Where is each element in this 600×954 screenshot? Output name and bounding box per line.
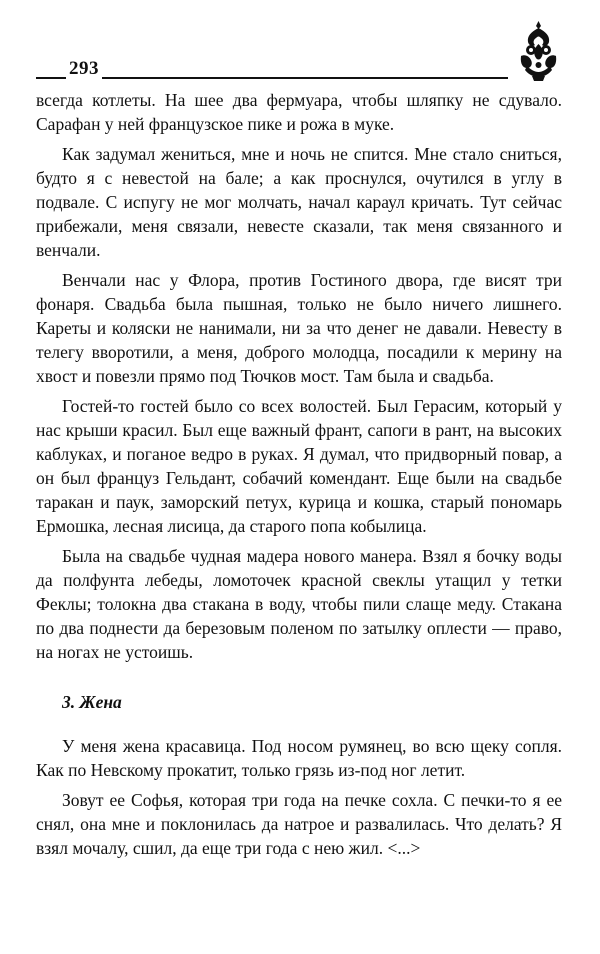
ornamental-emblem-icon [511, 20, 566, 82]
page-number: 293 [69, 58, 99, 79]
header-rule [102, 77, 508, 79]
paragraph-1: всегда котлеты. На шее два фермуара, чтобы шляпку не сдувало. Сарафан у ней французское пике и рожа в муке. [36, 90, 562, 134]
paragraph-7: Зовут ее Софья, которая три года на печке сохла. С печки-то я ее снял, она мне и поклонилась да натрое и развалилась. Что делать? Я взял мочалу, сшил, да еще три года с нею жил. <...> [36, 790, 562, 858]
paragraph-5: Была на свадьбе чудная мадера нового манера. Взял я бочку воды да полфунта лебеды, ломоточек красной свеклы утащил у тетки Феклы; толокна два стакана в воду, чтобы пили слаще меду. Стакана по два поднести да березовым поленом по затылку оплести — право, на ногах не устоишь. [36, 546, 562, 662]
paragraph-3: Венчали нас у Флора, против Гостиного двора, где висят три фонаря. Свадьба была пышная, только не было ничего лишнего. Кареты и коляски не нанимали, ни за что денег не давали. Невесту в телегу вворотили, а меня, доброго молодца, посадили к мерину на хвост и повезли прямо под Тючков мост. Там была и свадьба. [36, 270, 562, 386]
paragraph-4: Гостей-то гостей было со всех волостей. Был Герасим, который у нас крыши красил. Был еще важный франт, сапоги в рант, на высоких каблуках, и поганое ведро в руках. Я думал, что придворный повар, а он был француз Гельдант, собачий комендант. Еще были на свадьбе таракан и паук, заморский петух, курица и кошка, старый пономарь Ермошка, лесная лисица, да старого попа кобылица. [36, 396, 562, 536]
body-text [36, 88, 562, 866]
section-heading: 3. Жена [62, 692, 122, 712]
page-header [36, 20, 566, 82]
paragraph-2: Как задумал жениться, мне и ночь не спится. Мне стало сниться, будто я с невестой на бале; а как проснулся, очутился в углу в подвале. С испугу не мог молчать, начал караул кричать. Тут сейчас прибежали, меня связали, невесте сказали, так меня связанного и венчали. [36, 144, 562, 260]
paragraph-6: У меня жена красавица. Под носом румянец, во всю щеку сопля. Как по Невскому прокатит, только грязь из-под ног летит. [36, 736, 562, 780]
header-rule-left [36, 77, 66, 79]
